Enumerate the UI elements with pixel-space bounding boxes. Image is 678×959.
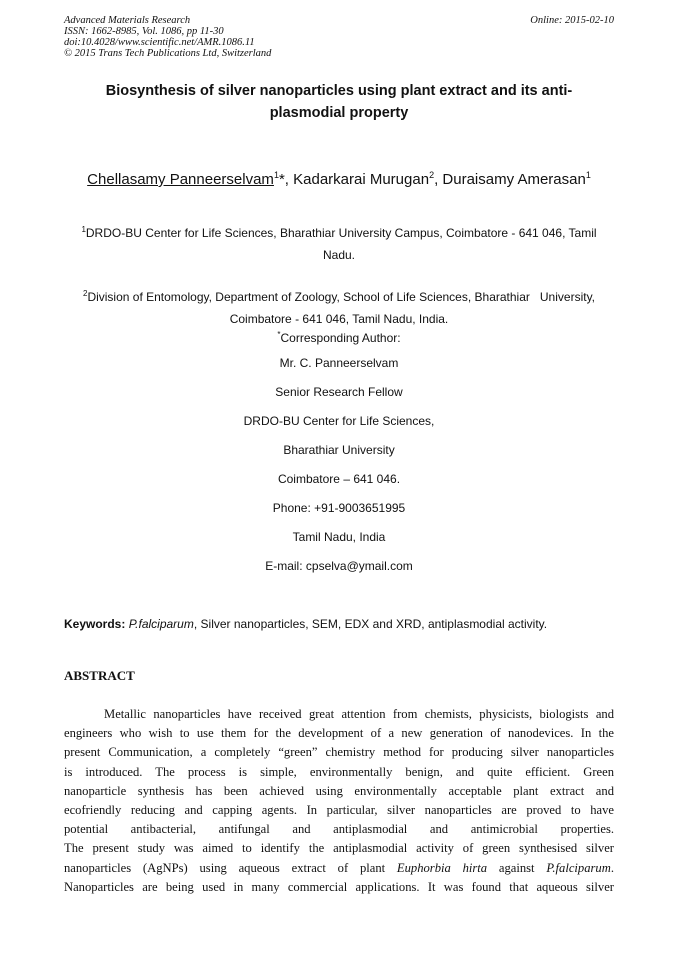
author-name: Chellasamy Panneerselvam [87, 171, 274, 188]
contact-name: Mr. C. Panneerselvam [279, 356, 399, 370]
keywords-label: Keywords: [64, 617, 126, 631]
affiliation-mark: 2 [82, 289, 88, 298]
affiliation-line: Division of Entomology, Department of Zoology, School of Life Sciences, Bharathiar University, [87, 290, 596, 304]
abstract-body [64, 705, 614, 897]
paper-title [64, 80, 614, 124]
contact-phone: Phone: +91-9003651995 [272, 501, 406, 515]
abstract-line: The present study was aimed to identify the antiplasmodial activity of green synthesised silver [64, 841, 614, 856]
author-list [40, 164, 638, 191]
abstract-heading: ABSTRACT [64, 668, 135, 683]
author-affiliation-mark: 1 [585, 170, 591, 180]
contact-university: Bharathiar University [283, 443, 395, 457]
title-line-2: plasmodial property [269, 105, 409, 121]
author-affiliation-mark: 1 [273, 170, 279, 180]
contact-position: Senior Research Fellow [275, 385, 403, 399]
journal-issn: ISSN: 1662-8985, Vol. 1086, pp 11-30 [64, 26, 224, 37]
title-line-1: Biosynthesis of silver nanoparticles using plant extract and its anti- [105, 83, 573, 99]
corresponding-mark: * [277, 330, 281, 339]
affiliation-mark: 1 [81, 225, 86, 234]
journal-copyright: © 2015 Trans Tech Publications Ltd, Switzerland [64, 48, 272, 59]
keyword-italic: P.falciparum [128, 617, 194, 631]
journal-name: Advanced Materials Research [64, 15, 191, 26]
abstract-line: Metallic nanoparticles have received great attention from chemists, physicists, biologists and [104, 707, 614, 721]
keywords-rest: , Silver nanoparticles, SEM, EDX and XRD, antiplasmodial activity. [193, 617, 548, 631]
author-affiliation-mark: 2 [429, 170, 435, 180]
abstract-text: . [610, 860, 614, 875]
species-name: Euphorbia hirta [396, 860, 488, 875]
affiliation-line: Coimbatore - 641 046, Tamil Nadu, India. [229, 312, 449, 326]
keywords [64, 616, 624, 632]
abstract-line: engineers who wish to use them for the development of a new generation of nanodevices. In the [64, 726, 614, 741]
affiliation-line: DRDO-BU Center for Life Sciences, Bharathiar University Campus, Coimbatore - 641 046, Tamil [85, 226, 597, 240]
abstract-line: Nanoparticles are being used in many commercial applications. It was found that aqueous silver [64, 879, 614, 894]
corresponding-label: Corresponding Author: [280, 331, 401, 345]
journal-metadata [64, 15, 271, 59]
abstract-line: is introduced. The process is simple, environmentally benign, and quite efficient. Green [64, 764, 614, 779]
abstract-line: potential antibacterial, antifungal and antiplasmodial and antimicrobial properties. [64, 822, 614, 837]
affiliation-line: Nadu. [322, 248, 356, 262]
abstract-text: against [487, 860, 547, 875]
affiliation-2 [64, 283, 614, 330]
journal-doi: doi:10.4028/www.scientific.net/AMR.1086.11 [64, 37, 255, 48]
abstract-line: nanoparticle synthesis has been achieved using environmentally acceptable plant extract and [64, 783, 614, 798]
contact-email: E-mail: cpselva@ymail.com [265, 559, 413, 573]
author-separator: , [434, 171, 443, 188]
abstract-line [64, 859, 614, 878]
abstract-line: present Communication, a completely “green” chemistry method for producing silver nanoparticles [64, 745, 614, 760]
species-name: P.falciparum [546, 860, 611, 875]
online-date: Online: 2015-02-10 [530, 15, 614, 26]
author-separator: *, [278, 171, 294, 188]
contact-city: Coimbatore – 641 046. [277, 472, 401, 486]
affiliation-1 [64, 219, 614, 266]
author-name: Kadarkarai Murugan [293, 171, 430, 188]
corresponding-author-block [64, 327, 614, 588]
abstract-line: ecofriendly reducing and capping agents. In particular, silver nanoparticles are proved to have [64, 802, 614, 817]
contact-state: Tamil Nadu, India [292, 530, 386, 544]
abstract-text: nanoparticles (AgNPs) using aqueous extract of plant [64, 860, 397, 875]
contact-institute: DRDO-BU Center for Life Sciences, [243, 414, 435, 428]
author-name: Duraisamy Amerasan [442, 171, 586, 188]
